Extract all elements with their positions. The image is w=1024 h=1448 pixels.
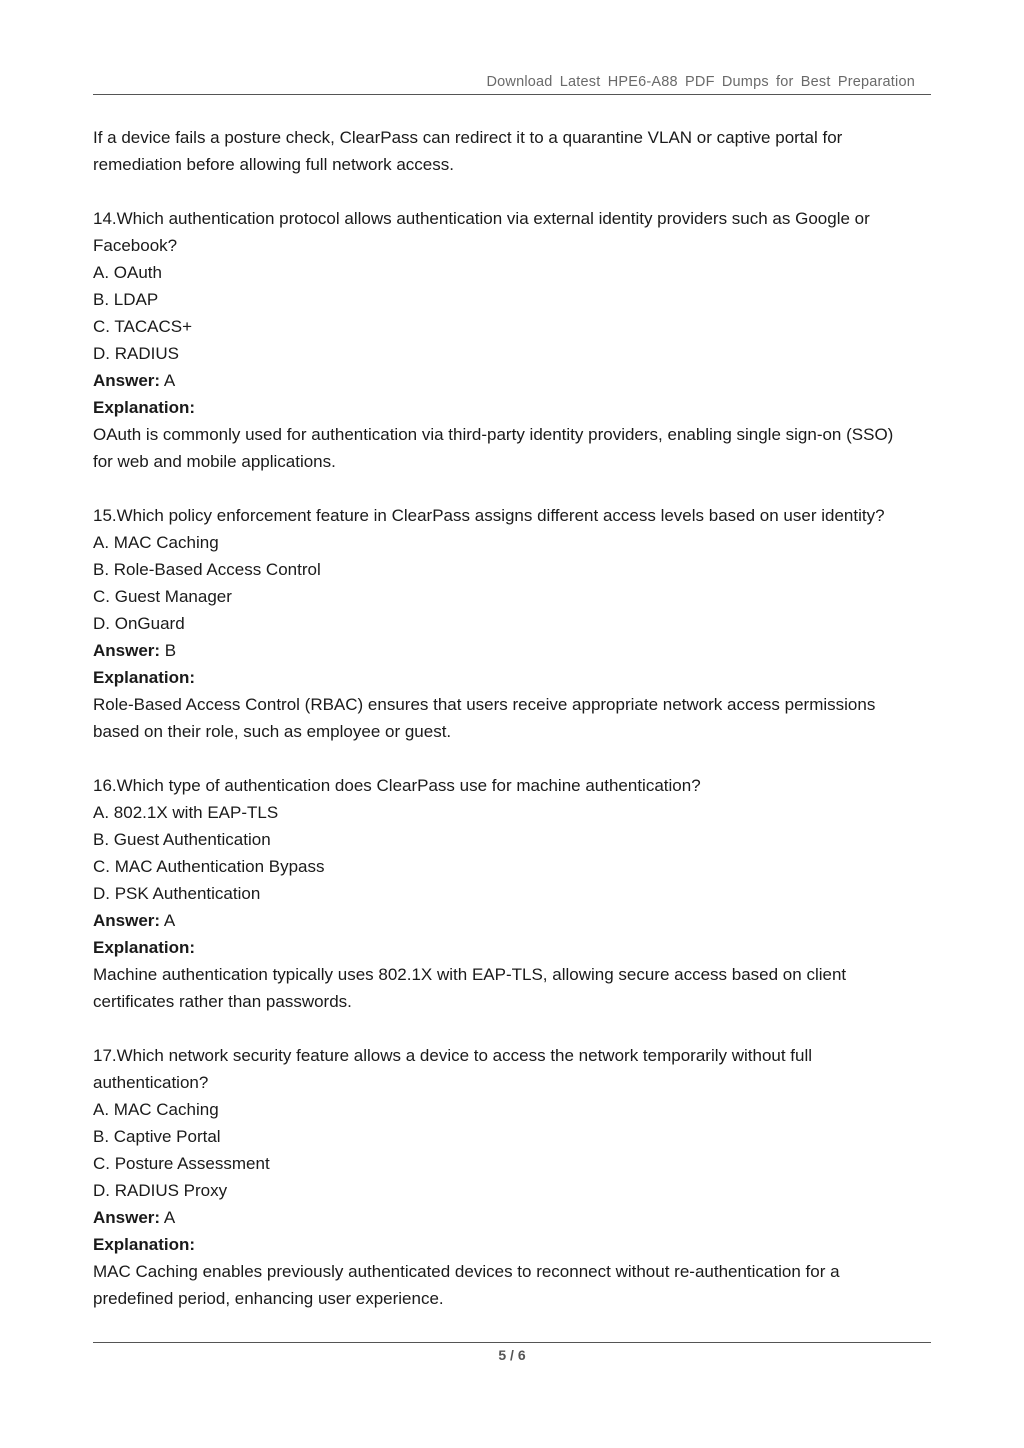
answer-line <box>93 907 943 934</box>
option-a: A. OAuth <box>93 263 162 282</box>
header-text: Download Latest HPE6-A88 PDF Dumps for Best Preparation <box>486 74 915 90</box>
page-footer <box>93 1342 931 1363</box>
option-c: C. Guest Manager <box>93 587 232 606</box>
question-block-17 <box>93 1042 943 1312</box>
option-b: B. Role-Based Access Control <box>93 560 321 579</box>
answer-label: Answer: <box>93 641 161 660</box>
answer-value: B <box>160 641 177 660</box>
option-d: D. OnGuard <box>93 614 185 633</box>
question-text: 15.Which policy enforcement feature in ClearPass assigns different access levels based on user identity? <box>93 506 885 525</box>
explanation-text: based on their role, such as employee or guest. <box>93 722 452 741</box>
option-c: C. MAC Authentication Bypass <box>93 857 325 876</box>
answer-label: Answer: <box>93 911 161 930</box>
explanation-text: predefined period, enhancing user experience. <box>93 1289 444 1308</box>
answer-value: A <box>160 911 176 930</box>
answer-label: Answer: <box>93 1208 161 1227</box>
option-a: A. 802.1X with EAP-TLS <box>93 803 279 822</box>
explanation-label: Explanation: <box>93 398 196 417</box>
option-a: A. MAC Caching <box>93 533 219 552</box>
question-text: 17.Which network security feature allows a device to access the network temporarily without full <box>93 1046 813 1065</box>
answer-line <box>93 1204 943 1231</box>
option-c: C. Posture Assessment <box>93 1154 270 1173</box>
explanation-label: Explanation: <box>93 938 196 957</box>
page-header <box>93 72 931 95</box>
answer-label: Answer: <box>93 371 161 390</box>
intro-paragraph <box>93 124 943 178</box>
option-c: C. TACACS+ <box>93 317 193 336</box>
answer-line <box>93 637 943 664</box>
explanation-text: Machine authentication typically uses 802.1X with EAP-TLS, allowing secure access based on client <box>93 965 847 984</box>
explanation-text: certificates rather than passwords. <box>93 992 352 1011</box>
option-d: D. PSK Authentication <box>93 884 261 903</box>
option-b: B. Guest Authentication <box>93 830 271 849</box>
question-text: 14.Which authentication protocol allows authentication via external identity providers such as Google or <box>93 209 870 228</box>
explanation-label: Explanation: <box>93 1235 196 1254</box>
intro-line: remediation before allowing full network access. <box>93 155 454 174</box>
question-block-16 <box>93 772 943 1015</box>
question-text: 16.Which type of authentication does ClearPass use for machine authentication? <box>93 776 701 795</box>
option-d: D. RADIUS <box>93 344 179 363</box>
answer-value: A <box>160 1208 176 1227</box>
answer-value: A <box>160 371 176 390</box>
explanation-text: OAuth is commonly used for authentication via third-party identity providers, enabling single sign-on (SSO) <box>93 425 894 444</box>
explanation-text: MAC Caching enables previously authenticated devices to reconnect without re-authentication for a <box>93 1262 840 1281</box>
intro-line: If a device fails a posture check, ClearPass can redirect it to a quarantine VLAN or captive portal for <box>93 128 843 147</box>
answer-line <box>93 367 943 394</box>
explanation-text: for web and mobile applications. <box>93 452 336 471</box>
page-content <box>93 124 943 1312</box>
option-b: B. Captive Portal <box>93 1127 221 1146</box>
page-number: 5 / 6 <box>498 1347 526 1363</box>
explanation-label: Explanation: <box>93 668 196 687</box>
question-text: Facebook? <box>93 236 178 255</box>
question-block-14 <box>93 205 943 475</box>
option-a: A. MAC Caching <box>93 1100 219 1119</box>
option-b: B. LDAP <box>93 290 159 309</box>
explanation-text: Role-Based Access Control (RBAC) ensures that users receive appropriate network access permissions <box>93 695 876 714</box>
question-text: authentication? <box>93 1073 209 1092</box>
question-block-15 <box>93 502 943 745</box>
option-d: D. RADIUS Proxy <box>93 1181 228 1200</box>
